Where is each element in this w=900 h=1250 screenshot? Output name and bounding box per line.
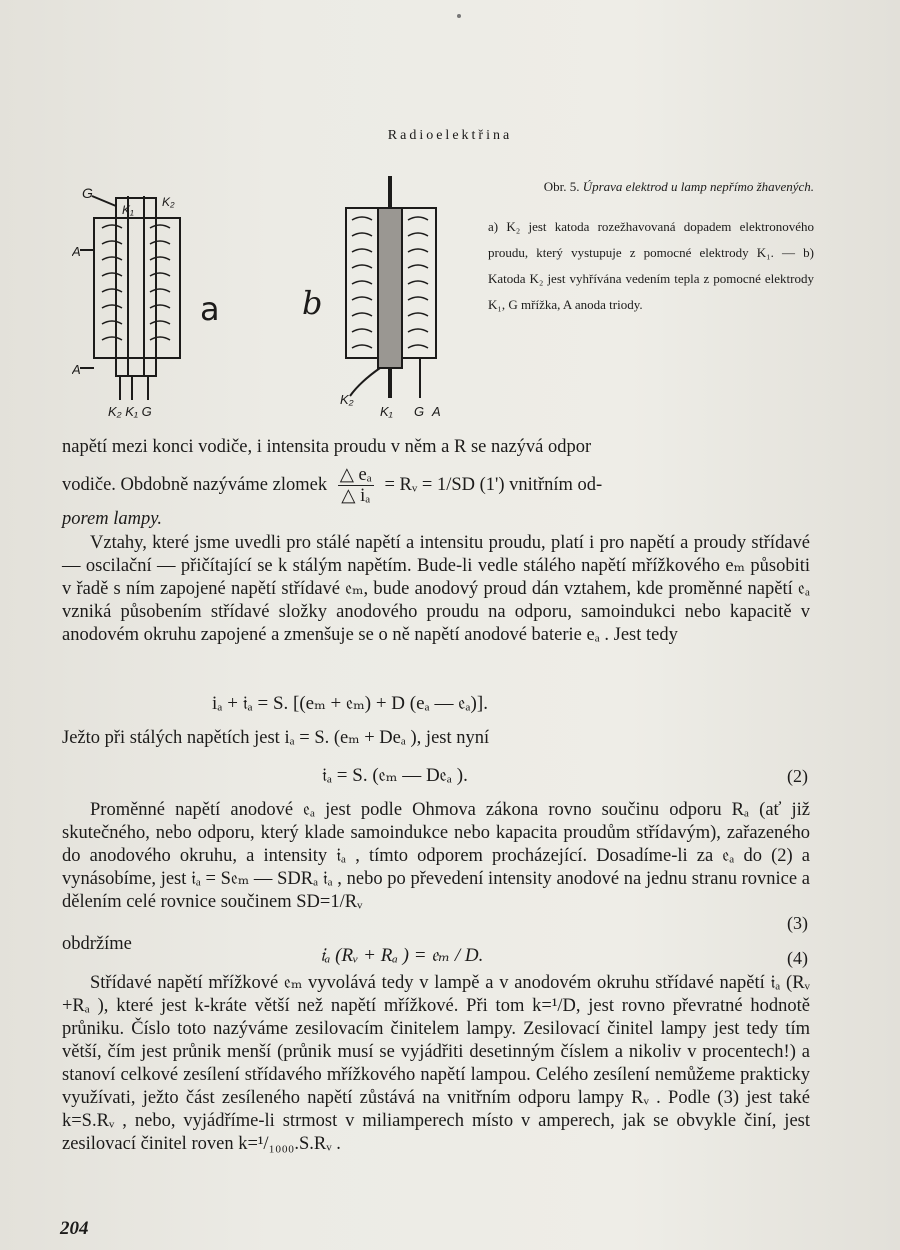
caption-title-italic: Úprava elektrod u lamp nepřímo žhavených.: [582, 179, 814, 194]
paragraph-1: [62, 436, 810, 459]
figure-a-electrode-diagram: [72, 178, 312, 428]
equation-2: 𝔦ₐ = S. (𝔢ₘ — D𝔢ₐ ).: [322, 765, 468, 786]
page-number: 204: [60, 1218, 89, 1239]
figure-a-label-a-lower: A: [72, 362, 81, 377]
paragraph-2: Vztahy, které jsme uvedli pro stálé napětí a intensitu proudu, platí i pro napětí a proudy střídavé — oscilační — přičítající se k stálým napětím. Bude-li vedle stálého napětí mřížkového eₘ působiti v řadě s ním zapojené napětí střídavé 𝔢ₘ, bude anodový proud dán vztahem, kde proměnné napětí 𝔢ₐ vzniká působením střídavé složky anodového proudu na odporu, samoindukci nebo kapacitě v anodovém okruhu zapojené a zmenšuje se o ně napětí anodové baterie eₐ . Jest tedy: [62, 533, 810, 645]
paragraph-3: Ježto při stálých napětích jest iₐ = S. (eₘ + Deₐ ), jest nyní: [62, 728, 490, 748]
p1-line3: porem lampy.: [62, 509, 163, 529]
figure-a-label-g: G: [82, 185, 93, 201]
equation-1: iₐ + 𝔦ₐ = S. [(eₘ + 𝔢ₘ) + D (eₐ — 𝔢ₐ)].: [212, 693, 488, 714]
figure-a-label-k2-top: K₂: [162, 195, 175, 209]
figure-a-bottom-labels: K₂ K₁ G: [108, 404, 152, 419]
caption-title-prefix: Obr. 5.: [543, 179, 580, 194]
equation-3-number: (3): [787, 913, 808, 933]
running-header: Radioelektřina: [387, 128, 513, 143]
caption-body: a) K₂ jest katoda rozežhavovaná dopadem elektronového proudu, který vystupuje z pomocné elektrody K₁. — b) Katoda K₂ jest vyhřívána vedením tepla z pomocné elektrody K₁, G mřížka, A anoda triody.: [488, 219, 814, 312]
figure-a-label-k1-top: K₁: [122, 203, 134, 217]
figure-b-letter: b: [302, 284, 323, 322]
equation-4: 𝔦ₐ (Rᵥ + Rₐ ) = 𝔢ₘ / D.: [320, 945, 484, 966]
figure-b-label-a: A: [432, 404, 441, 419]
figure-a-letter: a: [200, 290, 220, 328]
equation-4-number: (4): [787, 948, 808, 968]
paragraph-4: Proměnné napětí anodové 𝔢ₐ jest podle Ohmova zákona rovno součinu odporu Rₐ (ať již skutečného, nebo odporu, který klade samoindukce nebo kapacita proudům střídavým), zařazeného do anodového okruhu, a intensity 𝔦ₐ , tímto odporem procházející. Dosadíme-li za 𝔢ₐ do (2) a vynásobíme, jest 𝔦ₐ = S𝔢ₘ — SDRₐ 𝔦ₐ , nebo po převedení intensity anodové na jednu stranu rovnice a dělením celé rovnice součinem SD=1/Rᵥ: [62, 800, 810, 912]
p1-line1: napětí mezi konci vodiče, i intensita proudu v něm a R se nazývá odpor: [62, 437, 592, 457]
fraction: [338, 465, 374, 506]
paragraph-4-end: obdržíme: [62, 934, 132, 954]
figure-a-label-a-upper: A: [72, 244, 81, 259]
equation-2-number: (2): [787, 766, 808, 786]
p1-line2-start: vodiče. Obdobně nazýváme zlomek: [62, 475, 328, 495]
speck: [457, 14, 461, 18]
paragraph-5: Střídavé napětí mřížkové 𝔢ₘ vyvolává tedy v lampě a v anodovém okruhu střídavé napětí 𝔦ₐ (Rᵥ +Rₐ ), které jest k-kráte větší než napětí mřížkové. Při tom k=¹/D, jest rovno převratné hodnotě průniku. Číslo toto nazýváme zesilovacím činitelem lampy. Zesilovací činitel lampy jest tedy tím větší, čím jest průnik menší (průnik musí se vyjádřiti desetinným číslem a nikoliv v procentech!) a stanoví celkové zesílení střídavého mřížkového napětí lampou. Celého zesílení nemůžeme prakticky využívati, ježto část zesíleného napětí zůstává na vnitřním odporu lampy Rᵥ . Podle (3) jest také k=S.Rᵥ , nebo, vyjádříme-li strmost v miliamperech místo v amperech, jak se obvykle činí, jest zesilovací činitel roven k=¹/₁₀₀₀.S.Rᵥ .: [62, 973, 810, 1154]
p1-line2-end: = Rᵥ = 1/SD (1') vnitřním od-: [384, 475, 603, 495]
fraction-denominator: △ iₐ: [341, 486, 371, 507]
figure-b-label-g: G: [414, 404, 425, 419]
fraction-numerator: △ eₐ: [339, 465, 372, 486]
figure-caption: [488, 174, 814, 318]
figure-b-label-k2: K₂: [340, 392, 354, 407]
paragraph-1-fraction-line: [62, 462, 810, 508]
caption-title: [488, 174, 814, 200]
figure-b-label-k1: K₁: [380, 404, 393, 419]
figure-b-electrode-diagram: [300, 172, 470, 428]
